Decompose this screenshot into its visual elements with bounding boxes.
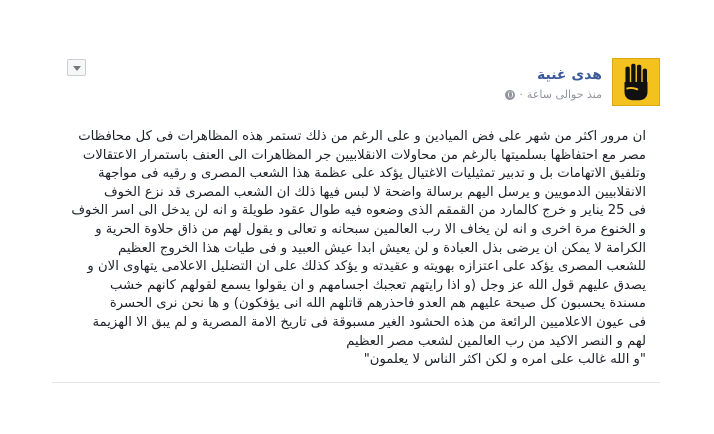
post-text-line: "و الله غالب على امره و لكن اكثر الناس لا يعلمون" <box>363 352 646 368</box>
post-text-line: وتلفيق الاتهامات بل و تدبير تمثيليات الاغتيال يؤكد على عظمة هذا الشعب المصرى و رقيه فى مواجهة <box>98 166 646 182</box>
post-text-line: فى 25 يناير و خرج كالمارد من القمقم الذى وضعوه فيه طوال عقود طويلة و انه لن يدخل الى اسر الخوف <box>71 203 646 219</box>
post-text-line: مسندة يحسبون كل صيحة عليهم هم العدو فاحذرهم قاتلهم الله انى يؤفكون) و ها نحن نرى الحسرة <box>109 296 646 312</box>
chevron-down-icon <box>73 66 81 71</box>
post-text-line: الانقلابيين الدمويين و يرسل اليهم برسالة واضحة لا لبس فيها ذلك ان الشعب المصرى قد نزع الخوف <box>104 184 646 200</box>
profile-avatar[interactable] <box>612 58 660 106</box>
post-text-line: يصدق عليهم قول الله عز وجل (و اذا رايتهم تعجبك اجسامهم و ان يقولوا يسمع لقولهم كانهم خشب <box>110 277 646 293</box>
author-name-link[interactable]: هدى غنية <box>537 67 602 83</box>
post-meta <box>505 88 602 101</box>
rabaa-four-finger-hand-icon <box>613 59 659 105</box>
post-text-line: لهم و النصر الاكيد من رب العالمين لشعب مصر العظيم <box>346 333 646 349</box>
post-divider <box>52 382 660 383</box>
post-text-line: و الخنوع مرة اخرى و انه لن يخاف الا رب العالمين سبحانه و تعالى و يقول لهم من ذاق حلاوة الحرية و <box>95 221 646 237</box>
post-body-text <box>71 128 646 370</box>
post-text-line: مصر مع احتفاظها بسلميتها بالرغم من محاولات الانقلابيين جر المظاهرات الى العنف باستمرار الاعتقالات <box>82 147 646 163</box>
post-text-line: الكرامة لا يمكن ان يرضى بذل العبادة و لن يعيش ابدا عيش العبيد و فى طيات هذا الخروج العظيم <box>118 240 646 256</box>
globe-icon[interactable] <box>505 90 515 100</box>
post-timestamp-link[interactable]: منذ حوالى ساعة <box>526 88 602 101</box>
facebook-post-card <box>52 50 660 384</box>
post-text-line: للشعب المصرى يؤكد على اعتزازه بهويته و عقيدته و يؤكد كذلك على ان التضليل الاعلامى يتهاوى الان و <box>87 259 646 275</box>
post-text-line: ان مرور اكثر من شهر على فض الميادين و على الرغم من ذلك تستمر هذه المظاهرات فى كل محافظات <box>78 129 646 144</box>
meta-separator: · <box>519 88 523 101</box>
post-text-line: فى عيون الاعلاميين الرائعة من هذه الحشود الغير مسبوقة فى تاريخ الامة المصرية و لم يبق الا الهزيمة <box>92 314 646 330</box>
post-options-button[interactable] <box>67 59 86 76</box>
